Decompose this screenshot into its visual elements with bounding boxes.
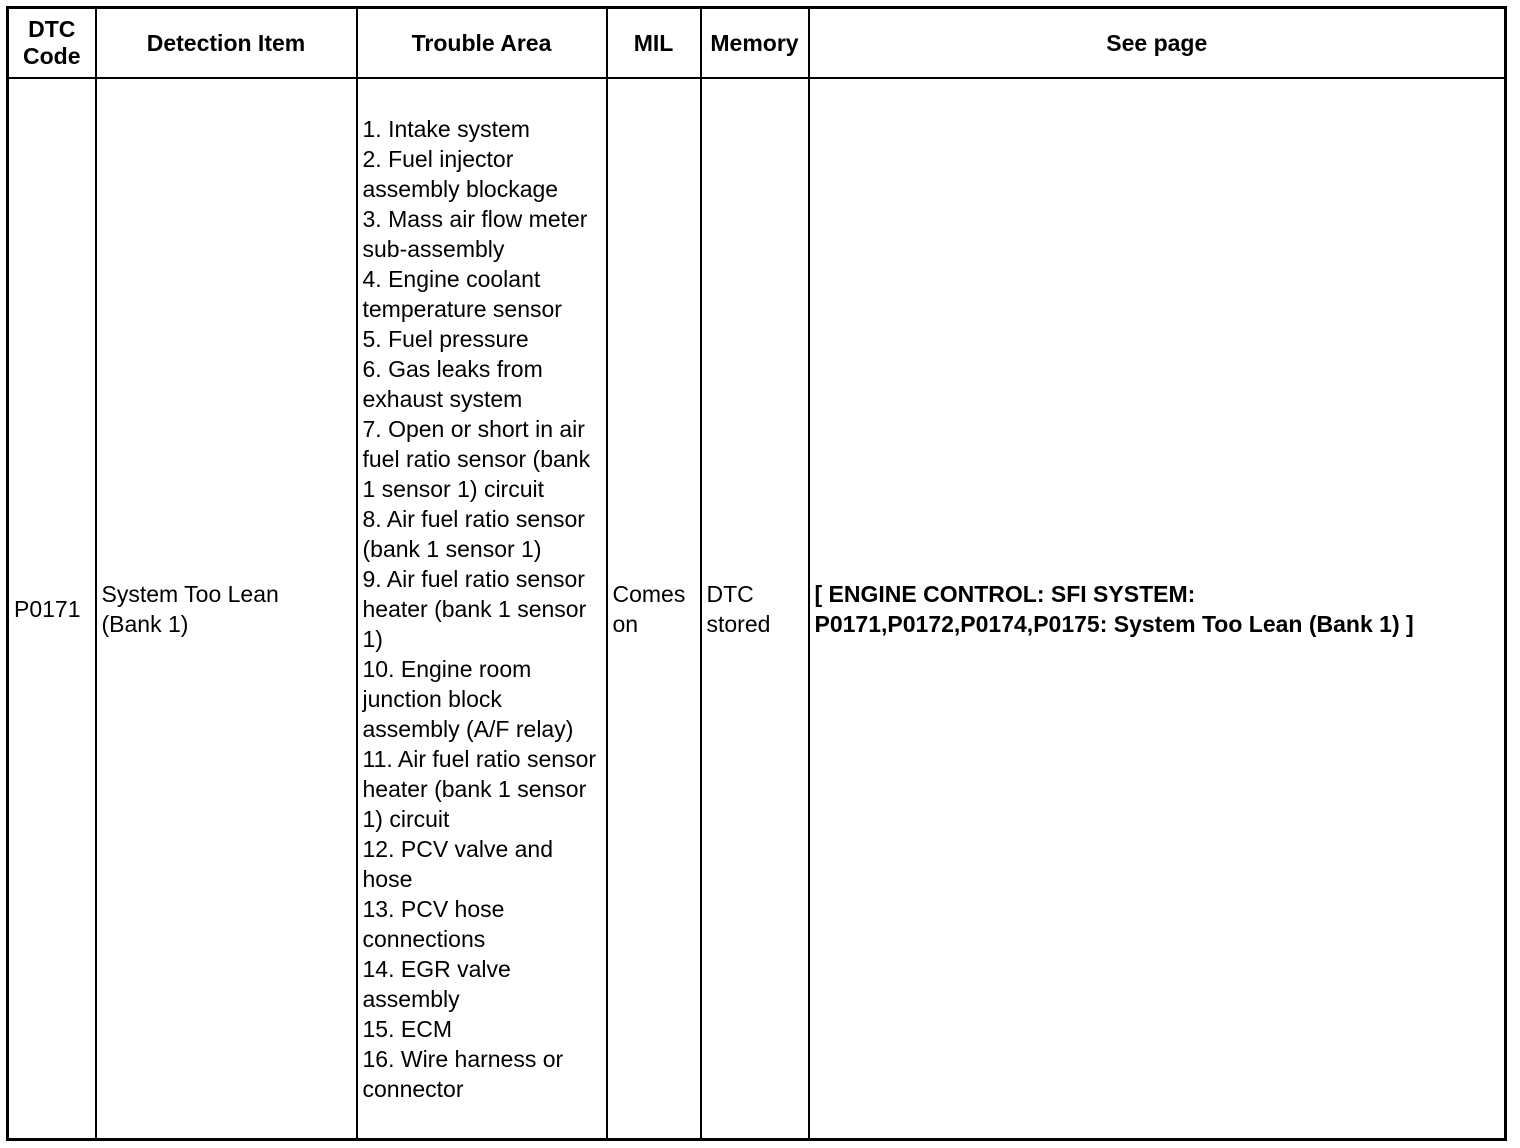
trouble-area-item: 4. Engine coolant temperature sensor: [362, 265, 562, 322]
header-dtc-code-line-1: DTC: [28, 16, 76, 42]
cell-mil: [607, 78, 701, 1140]
cell-detection-item: [96, 78, 357, 1140]
trouble-area-item: 1. Intake system: [362, 115, 530, 142]
trouble-area-item: 10. Engine room junction block assembly (A/F relay): [362, 655, 574, 742]
cell-trouble-area: [357, 78, 607, 1140]
header-mil: MIL: [607, 8, 701, 79]
trouble-area-item: 11. Air fuel ratio sensor heater (bank 1 sensor 1) circuit: [362, 745, 597, 832]
trouble-area-item: 13. PCV hose connections: [362, 895, 505, 952]
mil-line-1: Comes: [612, 580, 686, 607]
trouble-area-item: 7. Open or short in air fuel ratio sensor (bank 1 sensor 1) circuit: [362, 415, 591, 502]
header-see-page: See page: [809, 8, 1506, 79]
mil-line-2: on: [612, 610, 639, 637]
trouble-area-item: 14. EGR valve assembly: [362, 955, 511, 1012]
trouble-area-item: 8. Air fuel ratio sensor (bank 1 sensor 1): [362, 505, 585, 562]
memory-line-1: DTC: [706, 580, 754, 607]
see-page-link-line-1[interactable]: [ ENGINE CONTROL: SFI SYSTEM:: [814, 580, 1196, 607]
see-page-link-line-2[interactable]: P0171,P0172,P0174,P0175: System Too Lean (Bank 1) ]: [814, 610, 1414, 637]
trouble-area-item: 3. Mass air flow meter sub-assembly: [362, 205, 588, 262]
header-trouble-area: Trouble Area: [357, 8, 607, 79]
cell-dtc-code: P0171: [8, 78, 96, 1140]
trouble-area-item: 5. Fuel pressure: [362, 325, 529, 352]
table-row: [8, 78, 1506, 1140]
header-detection-item: Detection Item: [96, 8, 357, 79]
cell-see-page[interactable]: [809, 78, 1506, 1140]
trouble-area-item: 9. Air fuel ratio sensor heater (bank 1 sensor 1): [362, 565, 587, 652]
trouble-area-item: 16. Wire harness or connector: [362, 1045, 564, 1102]
trouble-area-item: 2. Fuel injector assembly blockage: [362, 145, 559, 202]
trouble-area-item: 12. PCV valve and hose: [362, 835, 554, 892]
trouble-area-item: 15. ECM: [362, 1015, 452, 1042]
trouble-area-item: 6. Gas leaks from exhaust system: [362, 355, 543, 412]
header-memory: Memory: [701, 8, 809, 79]
detection-item-line-1: System Too Lean: [101, 580, 279, 607]
header-dtc-code-line-2: Code: [23, 43, 81, 69]
header-row: [8, 8, 1506, 79]
cell-memory: [701, 78, 809, 1140]
header-dtc-code: [8, 8, 96, 79]
memory-line-2: stored: [706, 610, 771, 637]
dtc-table: [6, 6, 1507, 1141]
detection-item-line-2: (Bank 1): [101, 610, 189, 637]
